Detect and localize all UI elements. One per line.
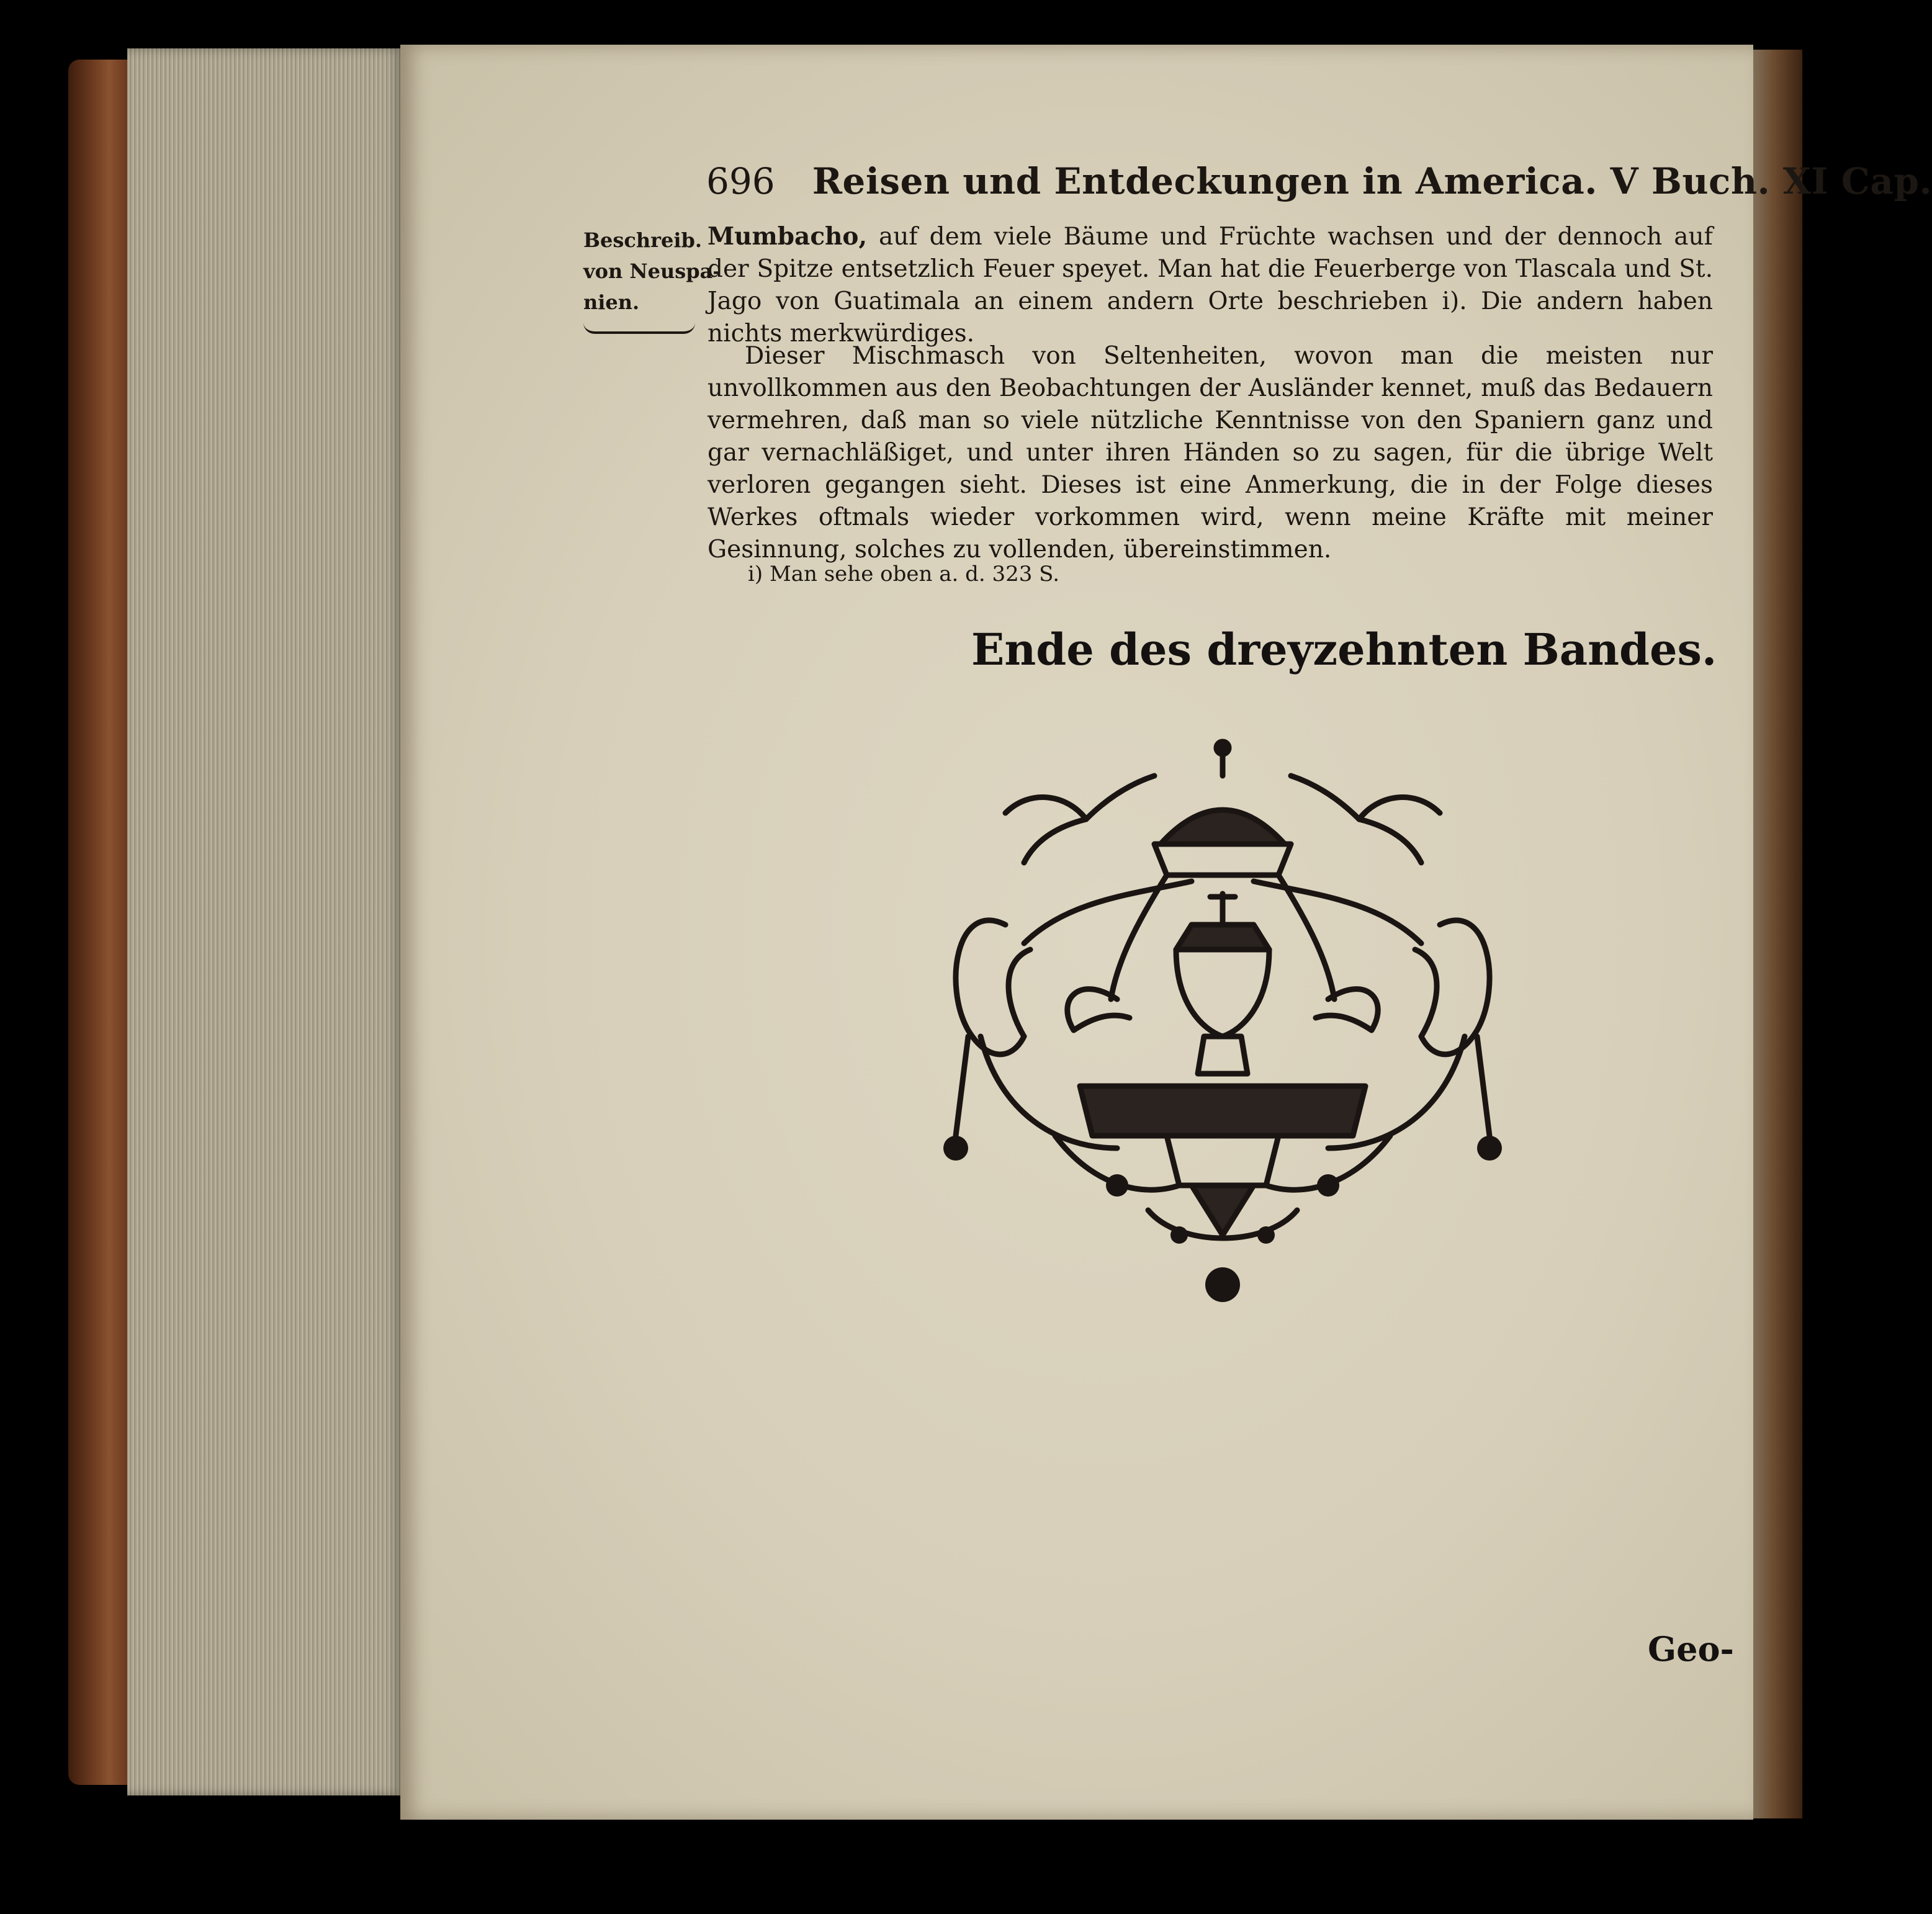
margin-note <box>583 225 721 334</box>
catchword: Geo- <box>1648 1629 1734 1669</box>
paragraph-lead-word: Mumbacho, <box>708 222 868 251</box>
margin-brace <box>583 319 695 334</box>
page-number: 696 <box>706 160 775 202</box>
book-binding <box>68 60 137 1785</box>
paragraph-1 <box>708 220 1713 350</box>
page-header <box>706 160 1932 210</box>
footnote: i) Man sehe oben a. d. 323 S. <box>748 562 1060 586</box>
margin-note-line: Beschreib. <box>583 228 703 252</box>
decorative-urn-ornament-icon <box>931 739 1514 1328</box>
paragraph-text: Dieser Mischmasch von Seltenheiten, wovon man die meisten nur unvollkommen aus den Beobachtungen der Ausländer kennet, muß das Bedauern vermehren, daß man so viele nützliche Kenntnisse von den Spaniern ganz und gar vernachläßiget, und unter ihren Händen so zu sagen, für die übrige Welt verloren gegangen sieht. Dieses ist eine Anmerkung, die in der Folge dieses Werkes oftmals wieder vorkommen wird, wenn meine Kräfte mit meiner Gesinnung, solches zu vollenden, übereinstimmen. <box>708 342 1713 564</box>
end-of-volume-title: Ende des dreyzehnten Bandes. <box>971 624 1717 675</box>
margin-note-line: nien. <box>583 290 640 314</box>
paragraph-text: auf dem viele Bäume und Früchte wachsen und der dennoch auf der Spitze entsetzlich Feuer speyet. Man hat die Feuerberge von Tlascala und St. Jago von Guatimala an einem andern Orte beschrieben i). Die andern haben nichts merkwürdiges. <box>708 223 1713 348</box>
paragraph-2 <box>708 340 1713 566</box>
margin-note-line: von Neuspa- <box>583 259 721 283</box>
running-title: Reisen und Entdeckungen in America. V Buch. XI Cap. <box>812 160 1932 202</box>
page-edges <box>127 48 403 1795</box>
